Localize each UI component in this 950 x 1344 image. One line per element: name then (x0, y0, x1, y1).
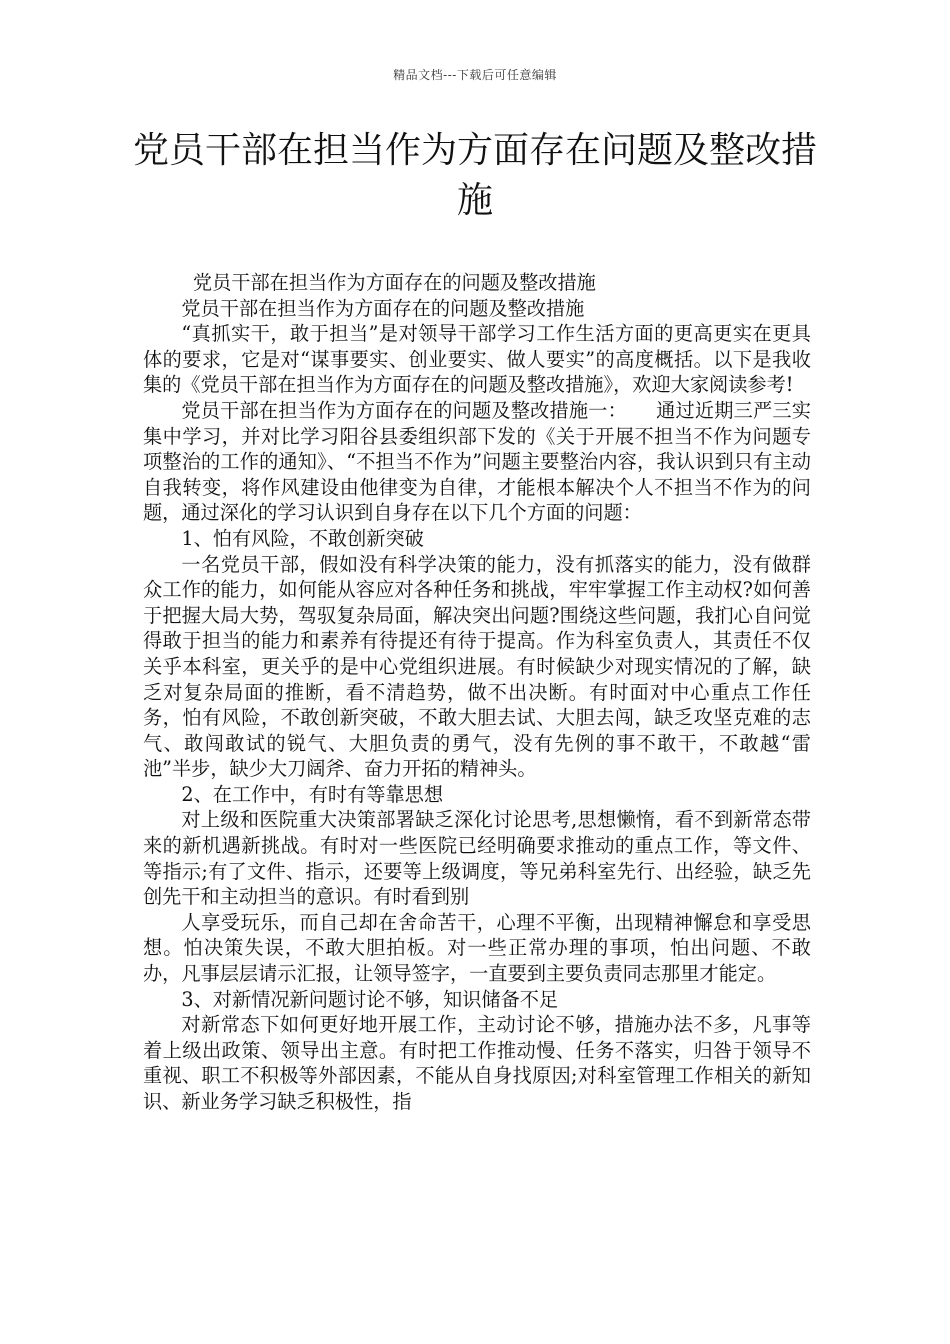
paragraph-item-3: 对新常态下如何更好地开展工作，主动讨论不够，措施办法不多，凡事等着上级出政策、领导出主意。有时把工作推动慢、任务不落实，归咎于领导不重视、职工不积极等外部因素，不能从自身找原因;对科室管理工作相关的新知识、新业务学习缺乏积极性，指 (143, 1013, 811, 1113)
paragraph-item-1: 一名党员干部，假如没有科学决策的能力，没有抓落实的能力，没有做群众工作的能力，如何能从容应对各种任务和挑战，牢牢掌握工作主动权?如何善于把握大局大势，驾驭复杂局面，解决突出问题?围绕这些问题，我扪心自问觉得敢于担当的能力和素养有待提还有待于提高。作为科室负责人，其责任不仅关乎本科室，更关乎的是中心党组织进展。有时候缺少对现实情况的了解，缺乏对复杂局面的推断，看不清趋势，做不出决断。有时面对中心重点工作任务，怕有风险，不敢创新突破，不敢大胆去试、大胆去闯，缺乏攻坚克难的志气、敢闯敢试的锐气、大胆负责的勇气，没有先例的事不敢干，不敢越“雷池”半步，缺少大刀阔斧、奋力开拓的精神头。 (143, 552, 811, 781)
intro-paragraph: “真抓实干，敢于担当”是对领导干部学习工作生活方面的更高更实在更具体的要求，它是对“谋事要实、创业要实、做人要实”的高度概括。以下是我收集的《党员干部在担当作为方面存在的问题及整改措施》，欢迎大家阅读参考! (143, 322, 811, 397)
header-note: 精品文档---下载后可任意编辑 (393, 68, 557, 82)
subtitle-line-1: 党员干部在担当作为方面存在的问题及整改措施 (192, 271, 596, 294)
subtitle-line-2: 党员干部在担当作为方面存在的问题及整改措施 (181, 296, 585, 320)
paragraph-item-2b: 人享受玩乐，而自己却在舍命苦干，心理不平衡，出现精神懈怠和享受思想。怕决策失误，不敢大胆拍板。对一些正常办理的事项，怕出问题、不敢办，凡事层层请示汇报，让领导签字，一直要到主要负责同志那里才能定。 (143, 910, 811, 986)
paragraph-item-2a: 对上级和医院重大决策部署缺乏深化讨论思考,思想懒惰，看不到新常态带来的新机遇新挑战。有时对一些医院已经明确要求推动的重点工作，等文件、等指示;有了文件、指示，还要等上级调度，等兄弟科室先行、出经验，缺乏先创先干和主动担当的意识。有时看到别 (143, 808, 811, 909)
heading-item-3: 3、对新情况新问题讨论不够，知识储备不足 (181, 987, 559, 1011)
document-body (143, 270, 811, 1115)
document-title: 党员干部在担当作为方面存在问题及整改措施 (132, 130, 817, 221)
heading-item-1: 1、怕有风险，不敢创新突破 (181, 526, 424, 550)
section-one-paragraph: 党员干部在担当作为方面存在的问题及整改措施一： 通过近期三严三实集中学习，并对比学习阳谷县委组织部下发的《关于开展不担当不作为问题专项整治的工作的通知》、“不担当不作为”问题主要整治内容，我认识到只有主动自我转变，将作风建设由他律变为自律，才能根本解决个人不担当不作为的问题，通过深化的学习认识到自身存在以下几个方面的问题： (143, 398, 811, 525)
heading-item-2: 2、在工作中，有时有等靠思想 (181, 782, 444, 806)
